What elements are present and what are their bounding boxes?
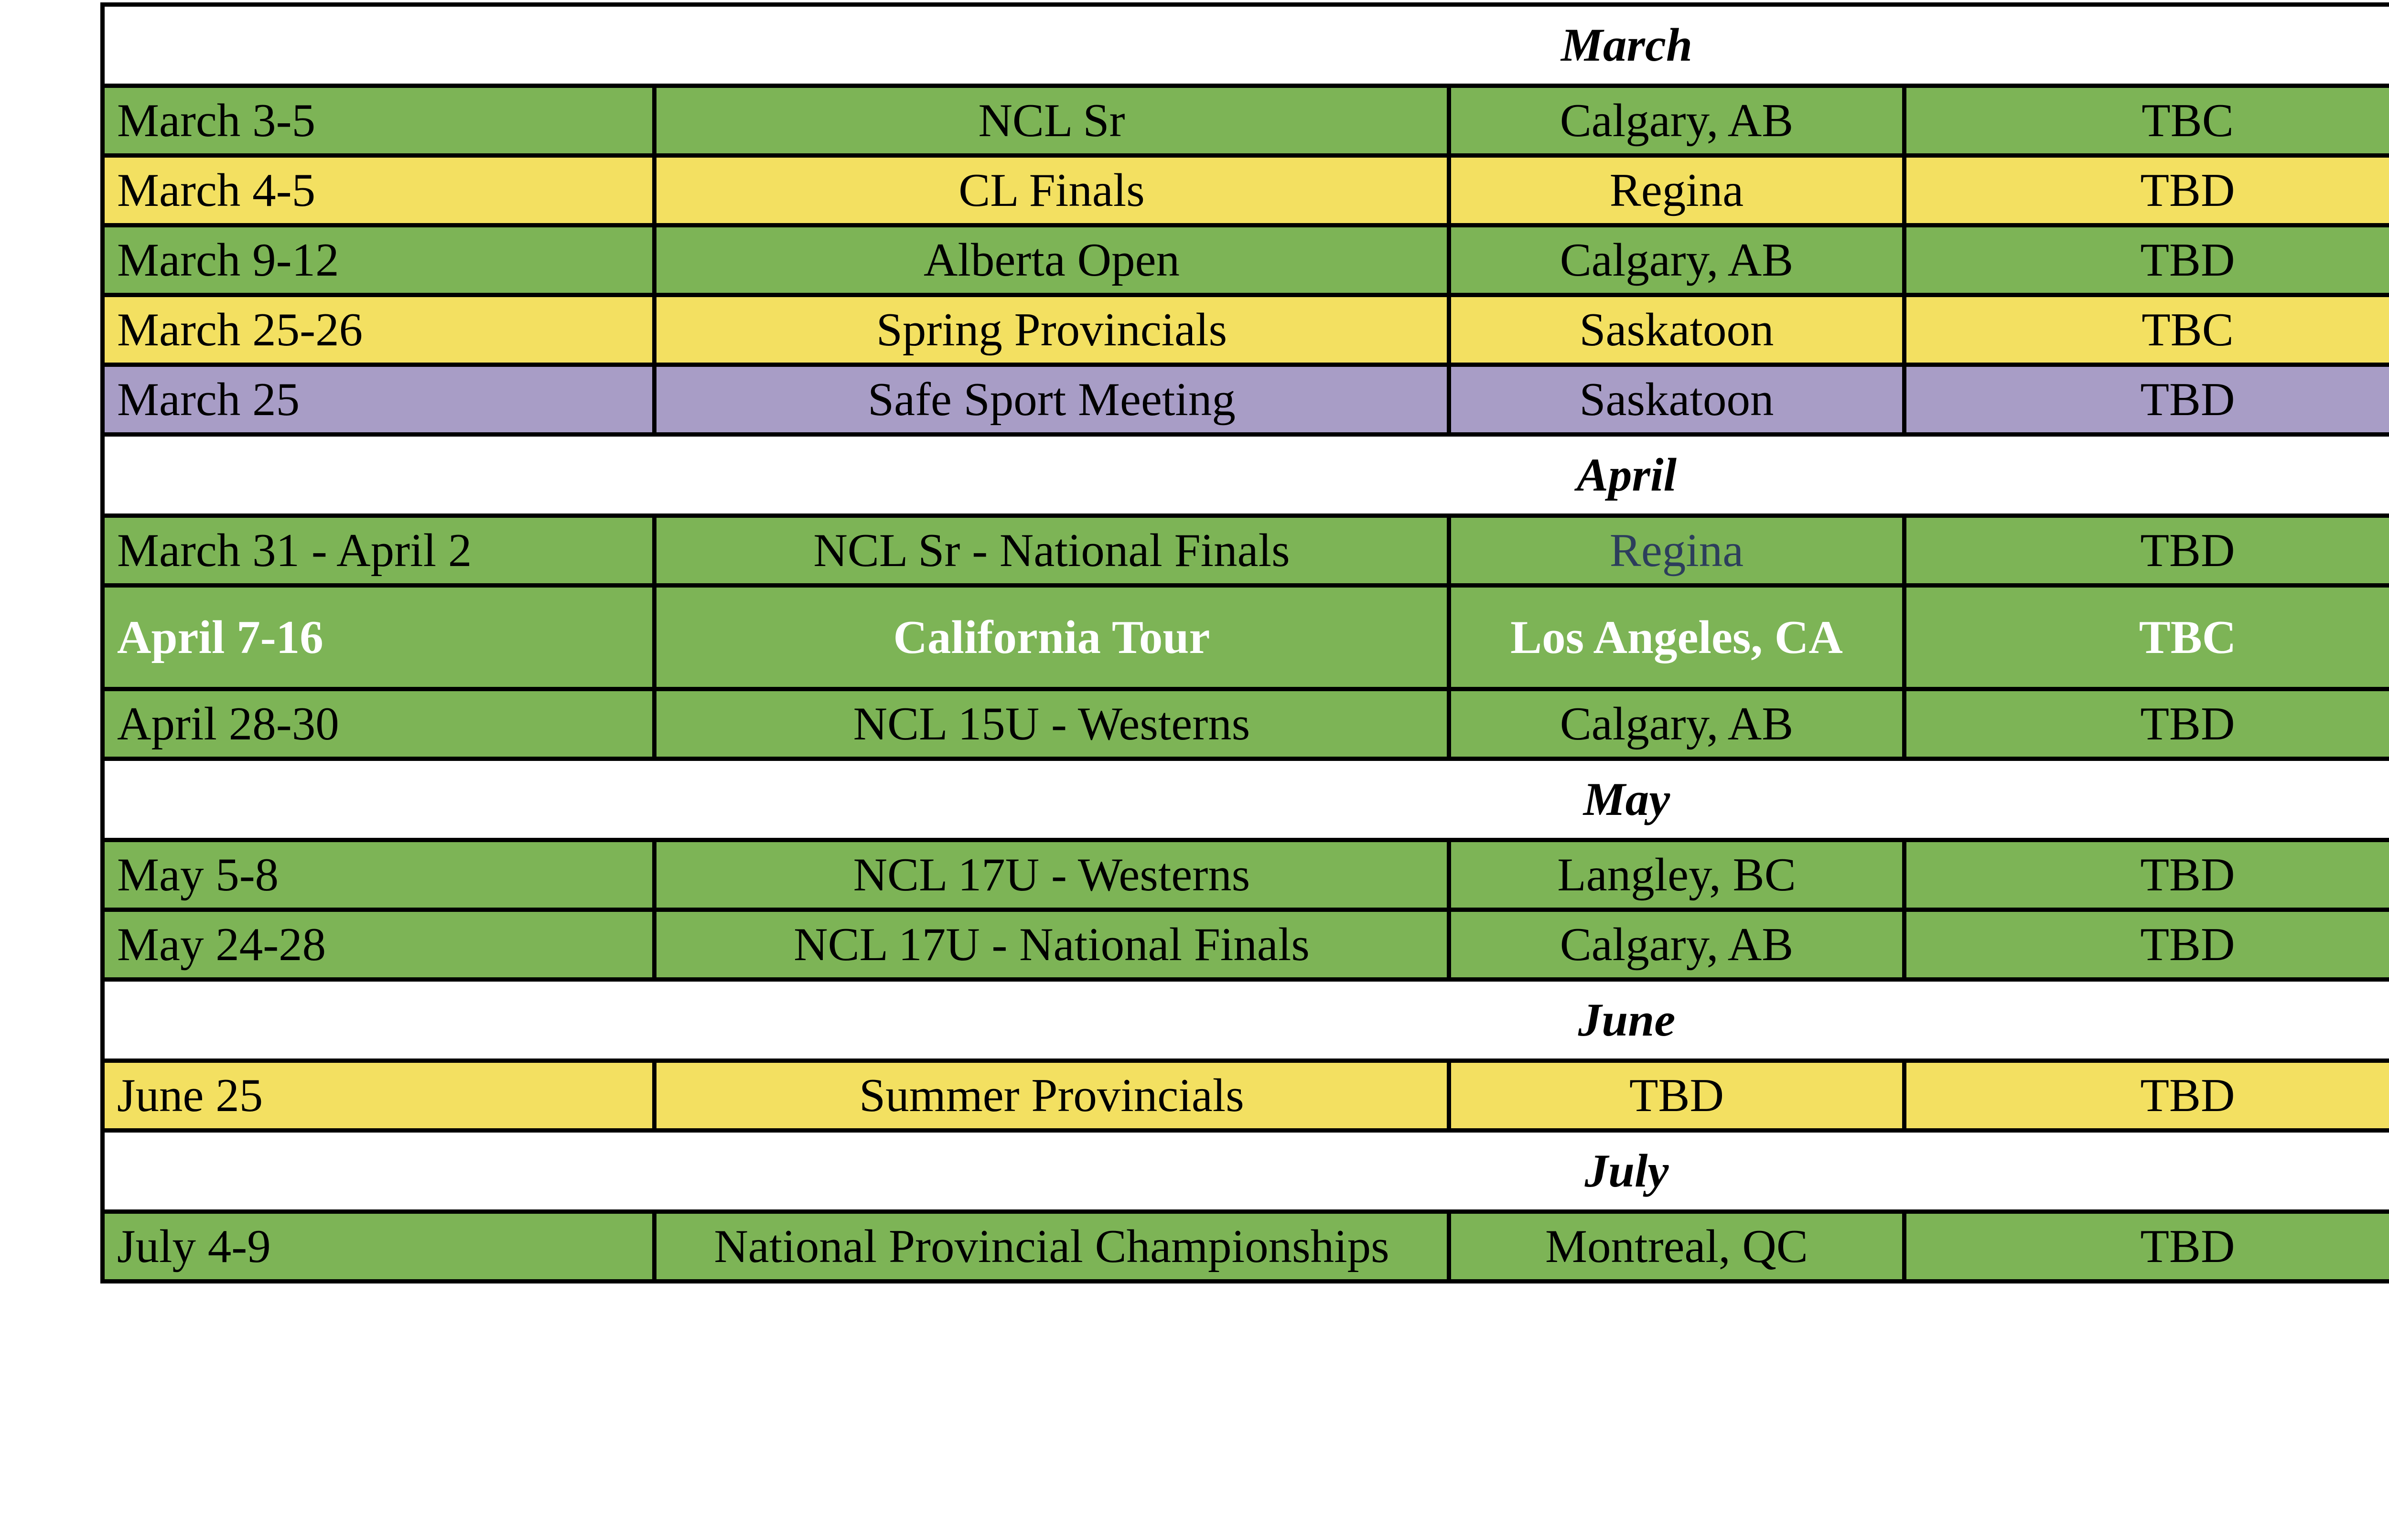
event-location: Calgary, AB [1449,910,1905,980]
table-row [103,516,2389,586]
event-name: NCL 17U - National Finals [655,910,1449,980]
event-date: June 25 [103,1061,655,1131]
month-header-row [103,435,2389,516]
event-date: May 5-8 [103,840,655,910]
table-row [103,86,2389,156]
table-row [103,1061,2389,1131]
event-name: Spring Provincials [655,295,1449,365]
event-date: March 31 - April 2 [103,516,655,586]
month-heading: March [103,5,2389,86]
event-location: Saskatoon [1449,295,1905,365]
event-date: March 4-5 [103,156,655,225]
event-location: Calgary, AB [1449,225,1905,295]
event-status: TBD [1905,516,2389,586]
event-name: Safe Sport Meeting [655,365,1449,435]
event-name: NCL 15U - Westerns [655,689,1449,759]
event-name: National Provincial Championships [655,1212,1449,1282]
event-name: NCL 17U - Westerns [655,840,1449,910]
table-row [103,1212,2389,1282]
month-heading: June [103,980,2389,1061]
event-status: TBC [1905,586,2389,689]
table-row [103,840,2389,910]
event-status: TBD [1905,840,2389,910]
table-row [103,225,2389,295]
month-heading: July [103,1131,2389,1212]
month-header-row [103,759,2389,840]
event-status: TBD [1905,365,2389,435]
event-location: Saskatoon [1449,365,1905,435]
month-heading: May [103,759,2389,840]
event-location: Los Angeles, CA [1449,586,1905,689]
event-date: March 25 [103,365,655,435]
event-date: July 4-9 [103,1212,655,1282]
table-row [103,295,2389,365]
event-name: Summer Provincials [655,1061,1449,1131]
table-row [103,689,2389,759]
event-status: TBD [1905,225,2389,295]
event-status: TBD [1905,689,2389,759]
event-location: Calgary, AB [1449,689,1905,759]
month-header-row [103,5,2389,86]
event-location: Langley, BC [1449,840,1905,910]
event-name: Alberta Open [655,225,1449,295]
table-row-highlighted [103,586,2389,689]
event-location: Montreal, QC [1449,1212,1905,1282]
event-location: Regina [1449,516,1905,586]
event-date: April 7-16 [103,586,655,689]
month-header-row [103,1131,2389,1212]
table-row [103,910,2389,980]
event-name: CL Finals [655,156,1449,225]
event-status: TBD [1905,156,2389,225]
event-status: TBD [1905,910,2389,980]
table-row [103,365,2389,435]
event-name: NCL Sr - National Finals [655,516,1449,586]
event-date: March 9-12 [103,225,655,295]
month-heading: April [103,435,2389,516]
event-date: April 28-30 [103,689,655,759]
event-name: NCL Sr [655,86,1449,156]
event-status: TBD [1905,1212,2389,1282]
event-location: TBD [1449,1061,1905,1131]
event-status: TBC [1905,295,2389,365]
event-name: California Tour [655,586,1449,689]
event-location: Regina [1449,156,1905,225]
event-date: May 24-28 [103,910,655,980]
event-location: Calgary, AB [1449,86,1905,156]
event-date: March 3-5 [103,86,655,156]
table-row [103,156,2389,225]
events-schedule-table [100,2,2389,1283]
event-date: March 25-26 [103,295,655,365]
event-status: TBC [1905,86,2389,156]
month-header-row [103,980,2389,1061]
event-status: TBD [1905,1061,2389,1131]
